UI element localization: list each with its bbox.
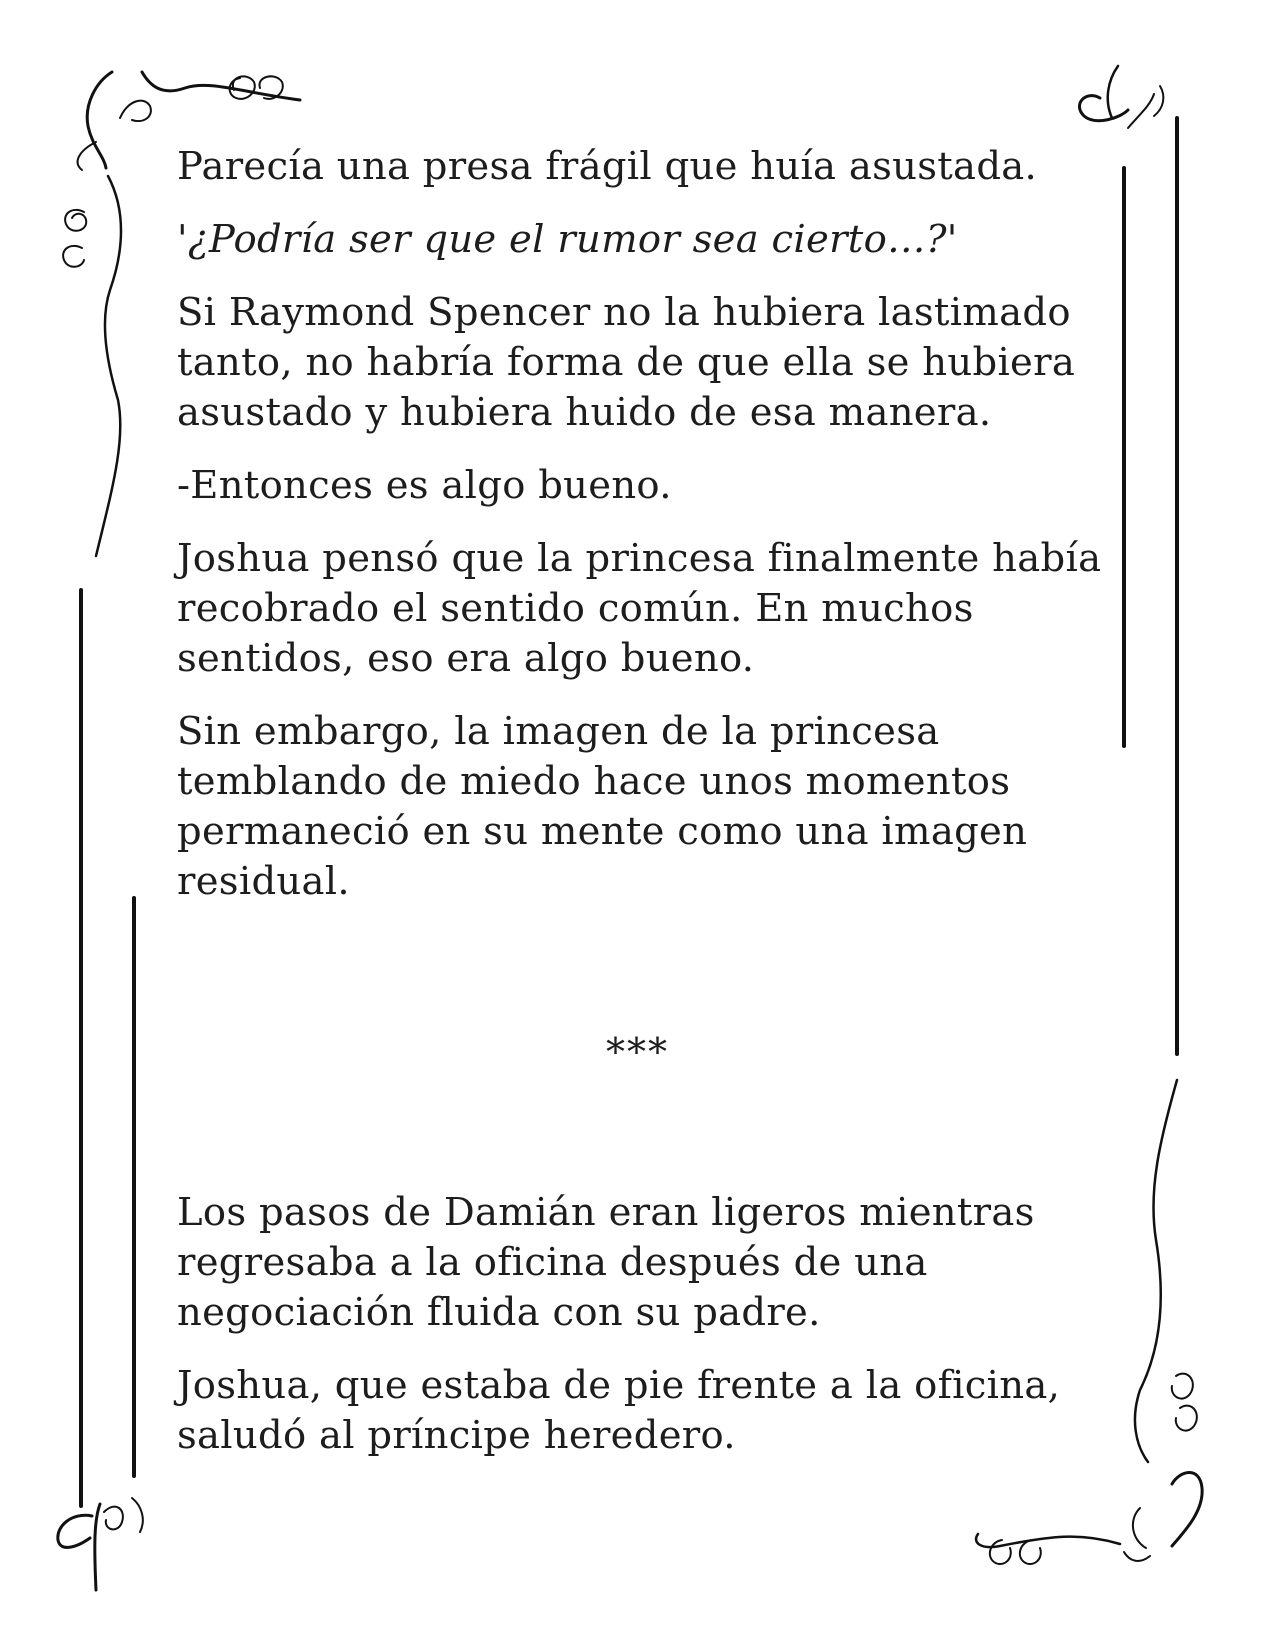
scene-separator: *** — [606, 1030, 669, 1074]
paragraph: Joshua, que estaba de pie frente a la oficina, saludó al príncipe heredero. — [177, 1363, 1061, 1458]
paragraph: Sin embargo, la imagen de la princesa temblando de miedo hace unos momentos permaneció en su mente como una imagen residual. — [177, 709, 1028, 904]
paragraph: Si Raymond Spencer no la hubiera lastimado tanto, no habría forma de que ella se hubiera asustado y hubiera huido de esa manera. — [177, 290, 1076, 435]
paragraph-italic-thought: '¿Podría ser que el rumor sea cierto…?' — [177, 217, 958, 262]
text-section-bottom — [177, 1188, 1097, 1484]
paragraph: Parecía una presa frágil que huía asustada. — [177, 144, 1038, 189]
top-right-flourish-icon — [1079, 66, 1163, 128]
bottom-left-flourish-icon — [58, 1498, 143, 1590]
text-section-top — [177, 142, 1102, 930]
paragraph: Joshua pensó que la princesa finalmente había recobrado el sentido común. En muchos sentidos, eso era algo bueno. — [177, 536, 1102, 681]
paragraph: Los pasos de Damián eran ligeros mientras regresaba a la oficina después de una negociación fluida con su padre. — [177, 1190, 1035, 1335]
paragraph-dialogue: -Entonces es algo bueno. — [177, 463, 672, 508]
